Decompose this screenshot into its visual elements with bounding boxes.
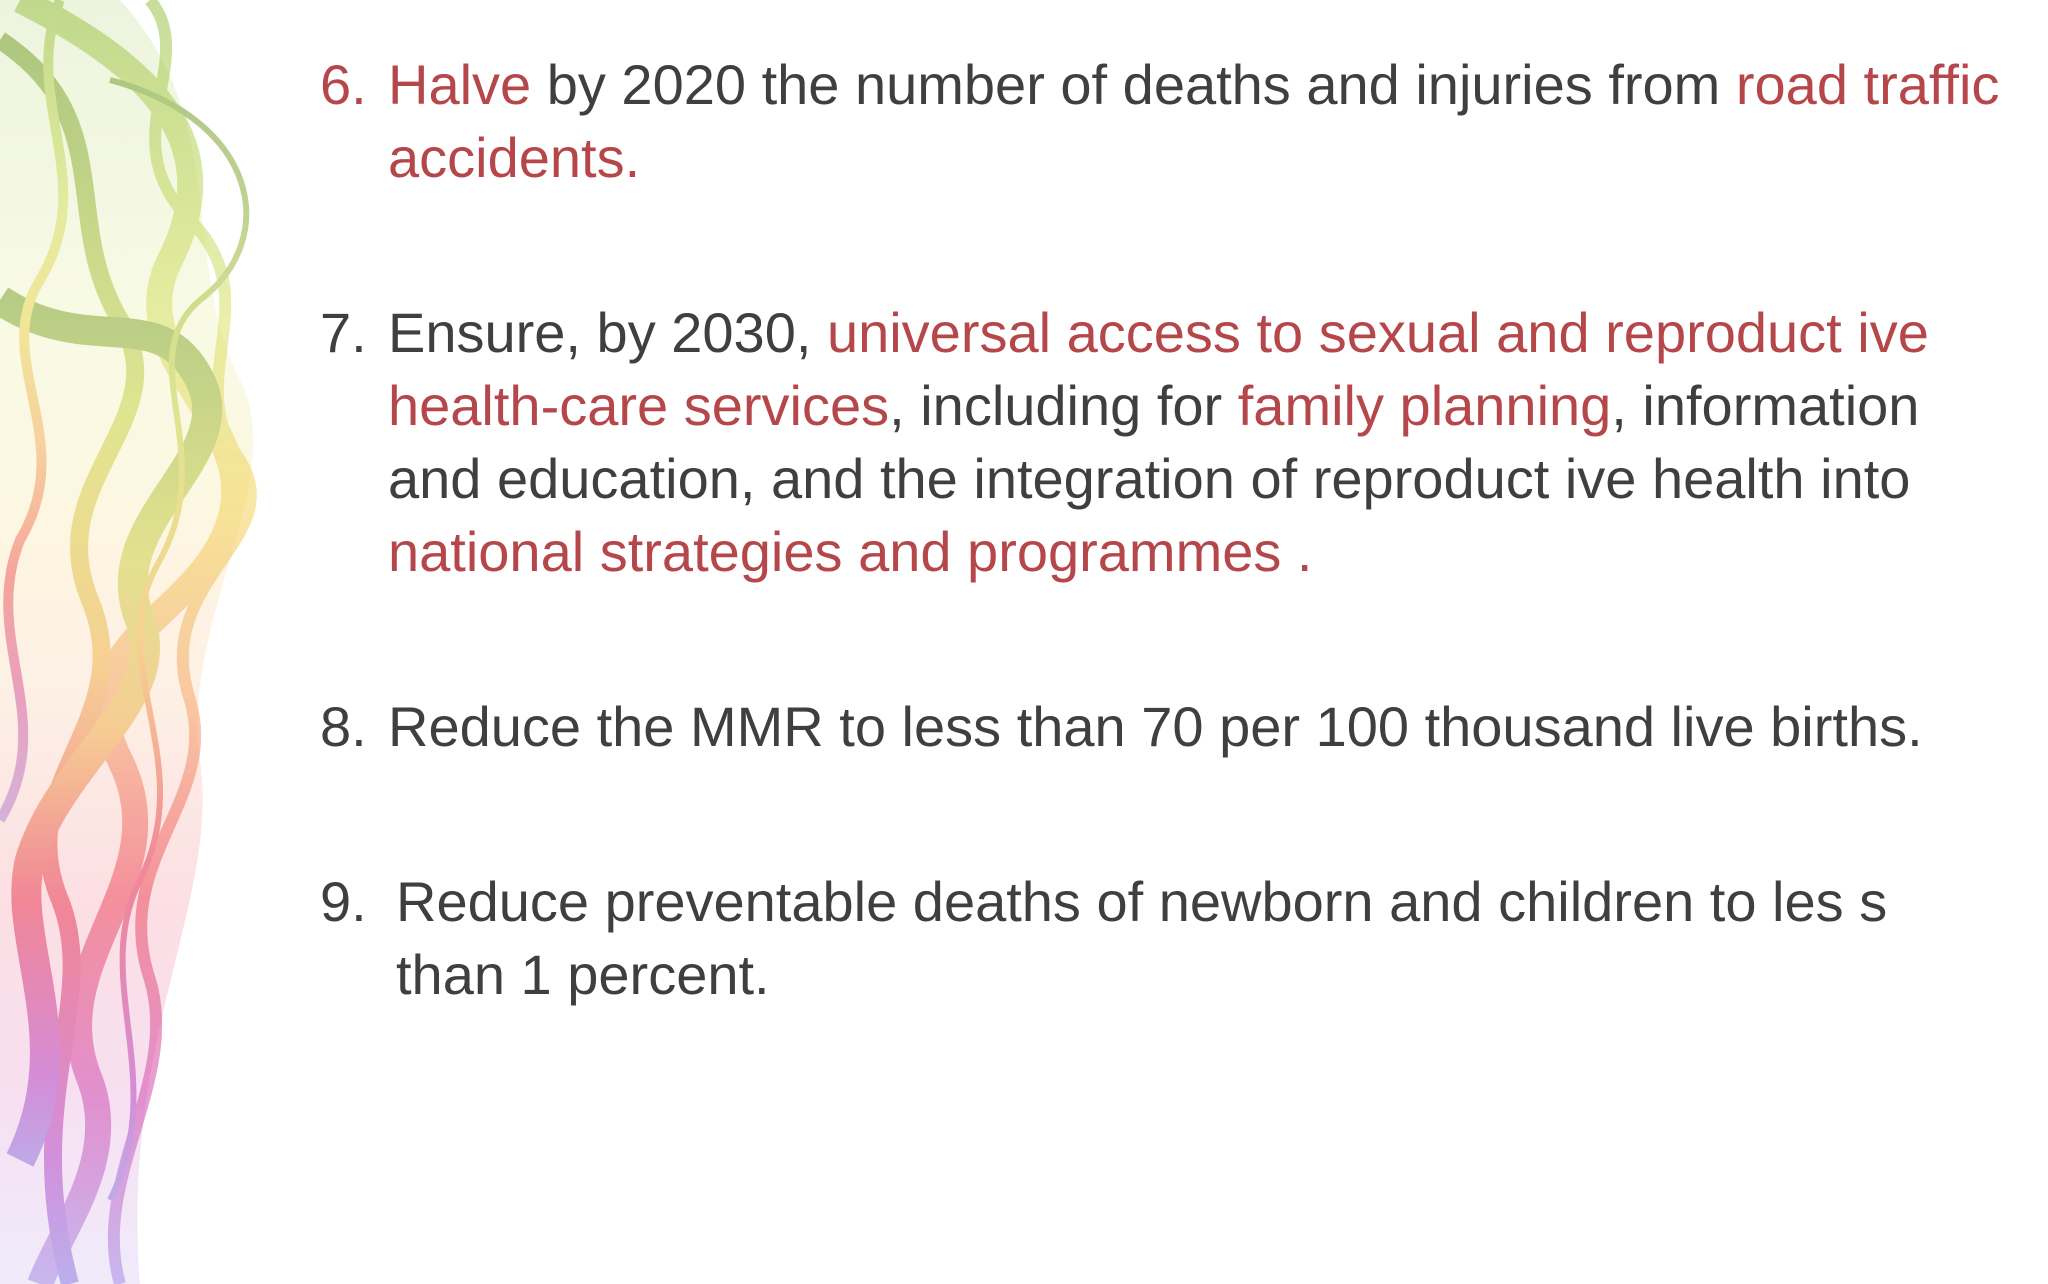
item-number: 6.	[320, 53, 367, 116]
item-text-highlight: road traffic accidents.	[388, 53, 2015, 189]
item-text-plain: Reduce preventable deaths of newborn and children to les s than 1 percent.	[396, 870, 1903, 1006]
item-text-highlight: Halve	[388, 53, 532, 116]
item-number: 8.	[320, 695, 367, 758]
item-text-highlight: national strategies and programmes .	[388, 520, 1313, 583]
item-text	[388, 296, 2000, 588]
item-text	[388, 690, 2000, 763]
item-text-plain: , information and education, and the integration of reproduct ive health into	[388, 374, 1935, 510]
item-text-plain: Reduce the MMR to less than 70 per 100 thousand live births.	[388, 695, 1923, 758]
item-number: 7.	[320, 301, 367, 364]
list-item-6	[320, 48, 2015, 194]
item-text-plain: , including for	[889, 374, 1238, 437]
list-item-9	[320, 865, 2000, 1011]
slide-content	[320, 48, 2015, 1011]
item-text-highlight: universal access to sexual and reproduct ive health-care services	[388, 301, 1945, 437]
item-number: 9.	[320, 870, 367, 933]
item-text-plain: Ensure, by 2030,	[388, 301, 827, 364]
item-text	[396, 865, 2000, 1011]
list-item-7	[320, 296, 2000, 588]
item-text-highlight: family planning	[1237, 374, 1612, 437]
item-text	[388, 48, 2015, 194]
rainbow-smoke-wave-decoration-icon	[0, 0, 330, 1284]
item-text-plain: by 2020 the number of deaths and injuries from	[531, 53, 1736, 116]
list-item-8	[320, 690, 2000, 763]
